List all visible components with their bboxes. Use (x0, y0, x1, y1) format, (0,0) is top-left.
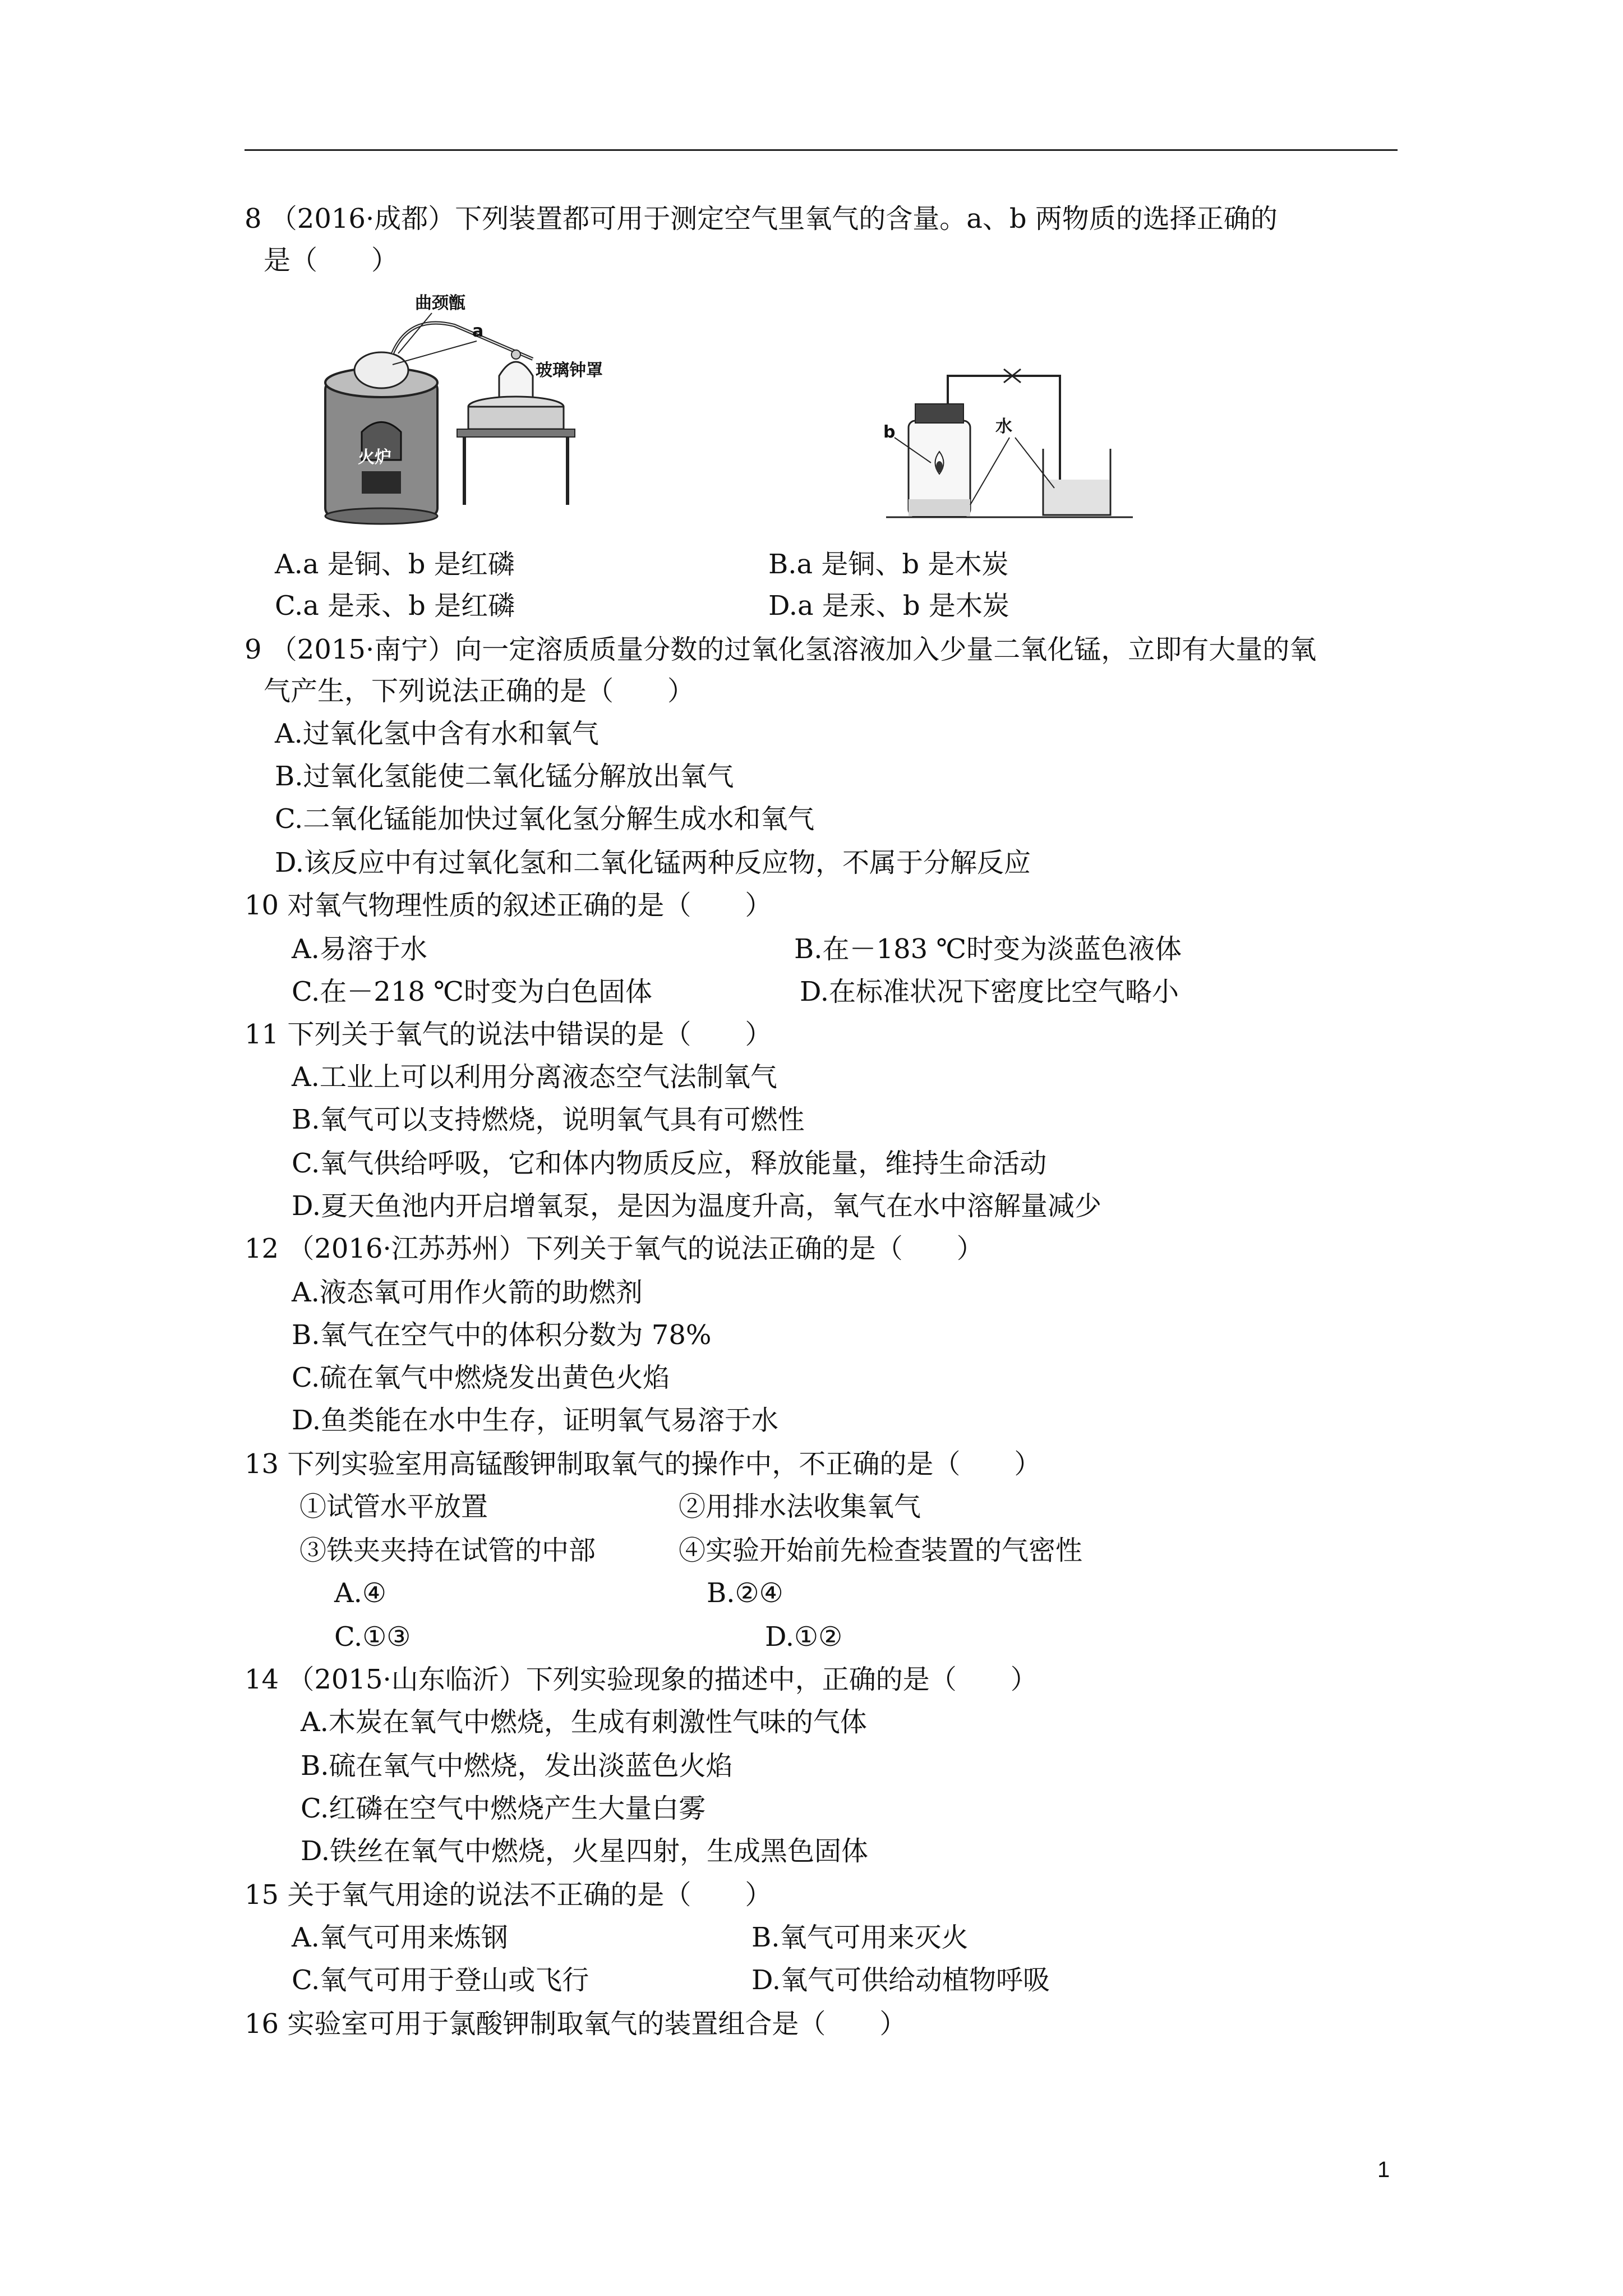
q14-stem: 14 （2015·山东临沂）下列实验现象的描述中，正确的是（ ） (245, 1664, 1038, 1695)
q13-option-a: A.④ (334, 1577, 386, 1609)
q8-figure-bottle-apparatus (875, 359, 1144, 527)
q10-stem: 10 对氧气物理性质的叙述正确的是（ ） (245, 890, 772, 921)
q13-item-2: ②用排水法收集氧气 (679, 1491, 921, 1522)
furnace-label: 火炉 (358, 448, 391, 467)
q8-option-d: D.a 是汞、b 是木炭 (768, 590, 1009, 622)
q8-option-b: B.a 是铜、b 是木炭 (768, 549, 1009, 580)
label-a: a (472, 321, 484, 341)
q15-option-c: C.氧气可用于登山或飞行 (292, 1964, 589, 1996)
q8-stem-line2: 是（ ） (264, 245, 399, 276)
q16-stem: 16 实验室可用于氯酸钾制取氧气的装置组合是（ ） (245, 2008, 907, 2040)
q11-stem: 11 下列关于氧气的说法中错误的是（ ） (245, 1019, 772, 1050)
q13-item-4: ④实验开始前先检查装置的气密性 (679, 1535, 1083, 1566)
page-number: 1 (1377, 2157, 1390, 2182)
q9-option-c: C.二氧化锰能加快过氧化氢分解生成水和氧气 (275, 803, 815, 835)
q14-option-a: A.木炭在氧气中燃烧，生成有刺激性气味的气体 (301, 1706, 867, 1738)
q11-option-d: D.夏天鱼池内开启增氧泵，是因为温度升高，氧气在水中溶解量减少 (292, 1190, 1102, 1222)
water-label: 水 (995, 417, 1012, 436)
q8-stem-line1: 8 （2016·成都）下列装置都可用于测定空气里氧气的含量。a、b 两物质的选择正确的 (245, 203, 1278, 234)
q9-option-b: B.过氧化氢能使二氧化锰分解放出氧气 (275, 761, 734, 792)
q8-figure-furnace-apparatus (314, 292, 606, 527)
q10-option-a: A.易溶于水 (292, 933, 427, 965)
q12-option-b: B.氧气在空气中的体积分数为 78% (292, 1319, 712, 1351)
q14-option-d: D.铁丝在氧气中燃烧，火星四射，生成黑色固体 (301, 1835, 869, 1867)
q11-option-b: B.氧气可以支持燃烧，说明氧气具有可燃性 (292, 1104, 805, 1135)
q13-option-b: B.②④ (707, 1577, 783, 1609)
q10-option-d: D.在标准状况下密度比空气略小 (800, 976, 1179, 1007)
q13-option-c: C.①③ (334, 1621, 411, 1653)
q9-stem-line2: 气产生，下列说法正确的是（ ） (264, 675, 695, 707)
retort-label: 曲颈甑 (415, 293, 465, 313)
q10-option-c: C.在－218 ℃时变为白色固体 (292, 976, 652, 1007)
q15-option-b: B.氧气可用来灭火 (751, 1922, 969, 1953)
q15-stem: 15 关于氧气用途的说法不正确的是（ ） (245, 1879, 772, 1911)
q11-option-a: A.工业上可以利用分离液态空气法制氧气 (292, 1061, 777, 1093)
q9-option-d: D.该反应中有过氧化氢和二氧化锰两种反应物，不属于分解反应 (275, 847, 1031, 878)
q14-option-c: C.红磷在空气中燃烧产生大量白雾 (301, 1793, 706, 1824)
q13-option-d: D.①② (765, 1621, 843, 1653)
q15-option-a: A.氧气可用来炼钢 (292, 1922, 508, 1953)
q13-stem: 13 下列实验室用高锰酸钾制取氧气的操作中，不正确的是（ ） (245, 1448, 1041, 1480)
q14-option-b: B.硫在氧气中燃烧，发出淡蓝色火焰 (301, 1750, 733, 1782)
q8-option-a: A.a 是铜、b 是红磷 (275, 549, 515, 580)
q12-option-a: A.液态氧可用作火箭的助燃剂 (292, 1277, 643, 1308)
q8-option-c: C.a 是汞、b 是红磷 (275, 590, 515, 622)
q13-item-3: ③铁夹夹持在试管的中部 (299, 1535, 596, 1566)
q12-option-d: D.鱼类能在水中生存，证明氧气易溶于水 (292, 1405, 779, 1436)
label-b: b (883, 422, 896, 442)
bell-jar-label: 玻璃钟罩 (536, 361, 603, 380)
q11-option-c: C.氧气供给呼吸，它和体内物质反应，释放能量，维持生命活动 (292, 1148, 1047, 1179)
q12-stem: 12 （2016·江苏苏州）下列关于氧气的说法正确的是（ ） (245, 1233, 984, 1264)
q9-option-a: A.过氧化氢中含有水和氧气 (275, 718, 599, 749)
q10-option-b: B.在－183 ℃时变为淡蓝色液体 (794, 933, 1182, 965)
q15-option-d: D.氧气可供给动植物呼吸 (751, 1964, 1050, 1996)
q9-stem-line1: 9 （2015·南宁）向一定溶质质量分数的过氧化氢溶液加入少量二氧化锰，立即有大量的氧 (245, 634, 1317, 665)
header-rule (245, 149, 1398, 151)
q12-option-c: C.硫在氧气中燃烧发出黄色火焰 (292, 1362, 670, 1393)
q13-item-1: ①试管水平放置 (299, 1491, 488, 1522)
